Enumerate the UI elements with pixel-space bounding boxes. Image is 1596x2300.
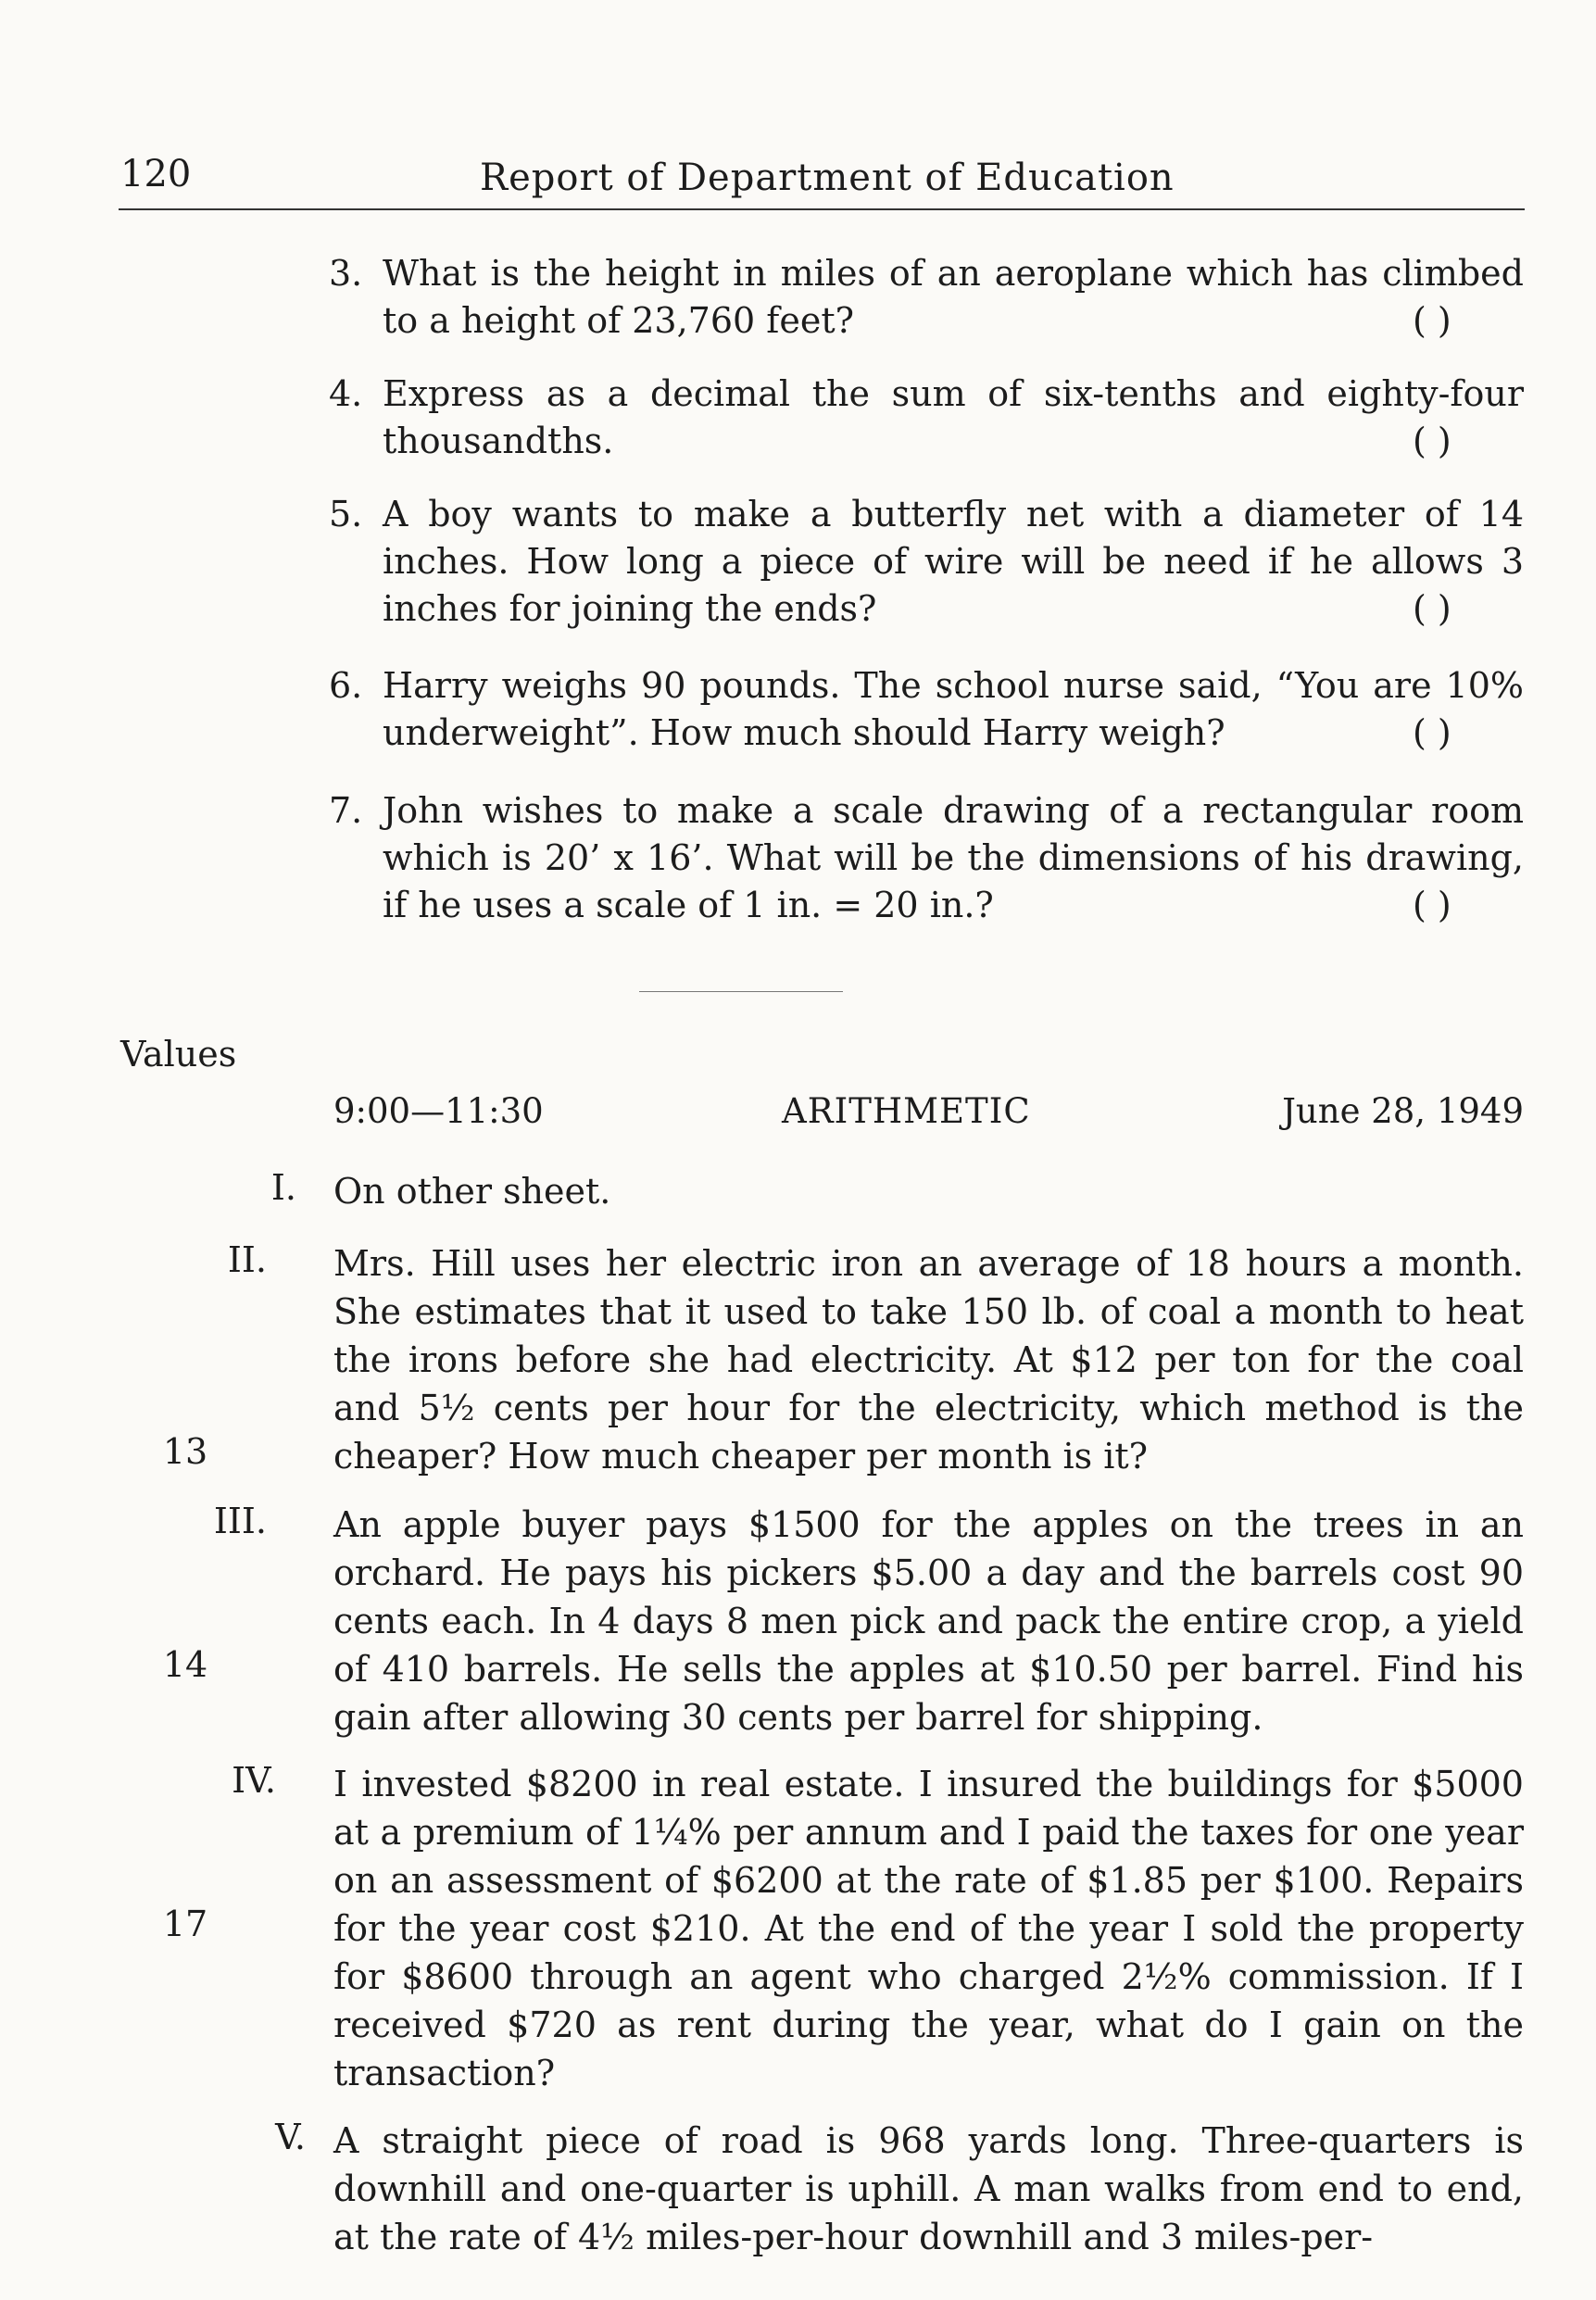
problem-text: I invested $8200 in real estate. I insured the buildings for $5000 at a premium of 1¼% per annum and I paid the taxes for one year on an assessment of $6200 at the rate of $1.85 per $100. Repairs for the year cost $210. At the end of the year I sold the property for $8600 through an agent who charged 2½% commission. If I received $720 as rent during the year, what do I gain on the transaction?: [333, 1764, 1524, 2093]
problem-number: V.: [275, 2117, 306, 2157]
answer-blank: ( ): [1413, 712, 1451, 753]
question-item: [329, 787, 1524, 929]
question-text: What is the height in miles of an aeroplane which has climbed to a height of 23,760 feet? ( ): [383, 250, 1524, 345]
question-item: [329, 250, 1524, 345]
question-text: John wishes to make a scale drawing of a rectangular room which is 20’ x 16’. What will be the dimensions of his drawing, if he uses a scale of 1 in. = 20 in.? ( ): [383, 787, 1524, 929]
problem-text: On other sheet.: [333, 1171, 611, 1212]
exam-time: 9:00—11:30: [333, 1091, 544, 1131]
exam-heading: [333, 1091, 1524, 1137]
problem-text: A straight piece of road is 968 yards long. Three-quarters is downhill and one-quarter is uphill. A man walks from end to end, at the rate of 4½ miles-per-hour downhill and 3 miles-per-: [333, 2120, 1524, 2257]
exam-subject: ARITHMETIC: [782, 1091, 1031, 1131]
question-number: 5.: [329, 494, 363, 534]
question-text: Express as a decimal the sum of six-tenths and eighty-four thousandths. ( ): [383, 371, 1524, 465]
problem-text: An apple buyer pays $1500 for the apples on the trees in an orchard. He pays his pickers $5.00 a day and the barrels cost 90 cents each. In 4 days 8 men pick and pack the entire crop, a yield of 410 barrels. He sells the apples at $10.50 per barrel. Find his gain after allowing 30 cents per barrel for shipping.: [333, 1504, 1524, 1738]
problem-value: 13: [162, 1431, 208, 1472]
problem-value: 14: [162, 1644, 208, 1685]
answer-blank: ( ): [1413, 300, 1451, 341]
problem-value: 17: [162, 1904, 208, 1944]
question-text: A boy wants to make a butterfly net with a diameter of 14 inches. How long a piece of wire will be need if he allows 3 inches for joining the ends? ( ): [383, 491, 1524, 633]
question-item: [329, 662, 1524, 757]
running-title: Report of Department of Education: [480, 157, 1175, 199]
question-text: Harry weighs 90 pounds. The school nurse said, “You are 10% underweight”. How much should Harry weigh? ( ): [383, 662, 1524, 757]
section-divider: [639, 991, 843, 992]
answer-blank: ( ): [1413, 421, 1451, 461]
question-number: 6.: [329, 665, 363, 706]
exam-date: June 28, 1949: [1282, 1091, 1524, 1131]
problem-number: II.: [227, 1239, 267, 1280]
page-header: [119, 153, 1525, 210]
problem-text: Mrs. Hill uses her electric iron an average of 18 hours a month. She estimates that it used to take 150 lb. of coal a month to heat the irons before she had electricity. At $12 per ton for the coal and 5½ cents per hour for the electricity, which method is the cheaper? How much cheaper per month is it?: [333, 1243, 1524, 1477]
values-column-label: Values: [120, 1034, 237, 1075]
answer-blank: ( ): [1413, 885, 1451, 925]
answer-blank: ( ): [1413, 588, 1451, 629]
question-item: [329, 491, 1524, 633]
page-number: 120: [120, 153, 192, 195]
question-number: 3.: [329, 253, 363, 294]
question-number: 4.: [329, 373, 363, 414]
problem-number: I.: [270, 1167, 296, 1208]
problem-number: IV.: [232, 1760, 276, 1801]
problem-number: III.: [213, 1501, 267, 1541]
question-item: [329, 371, 1524, 465]
question-number: 7.: [329, 790, 363, 831]
